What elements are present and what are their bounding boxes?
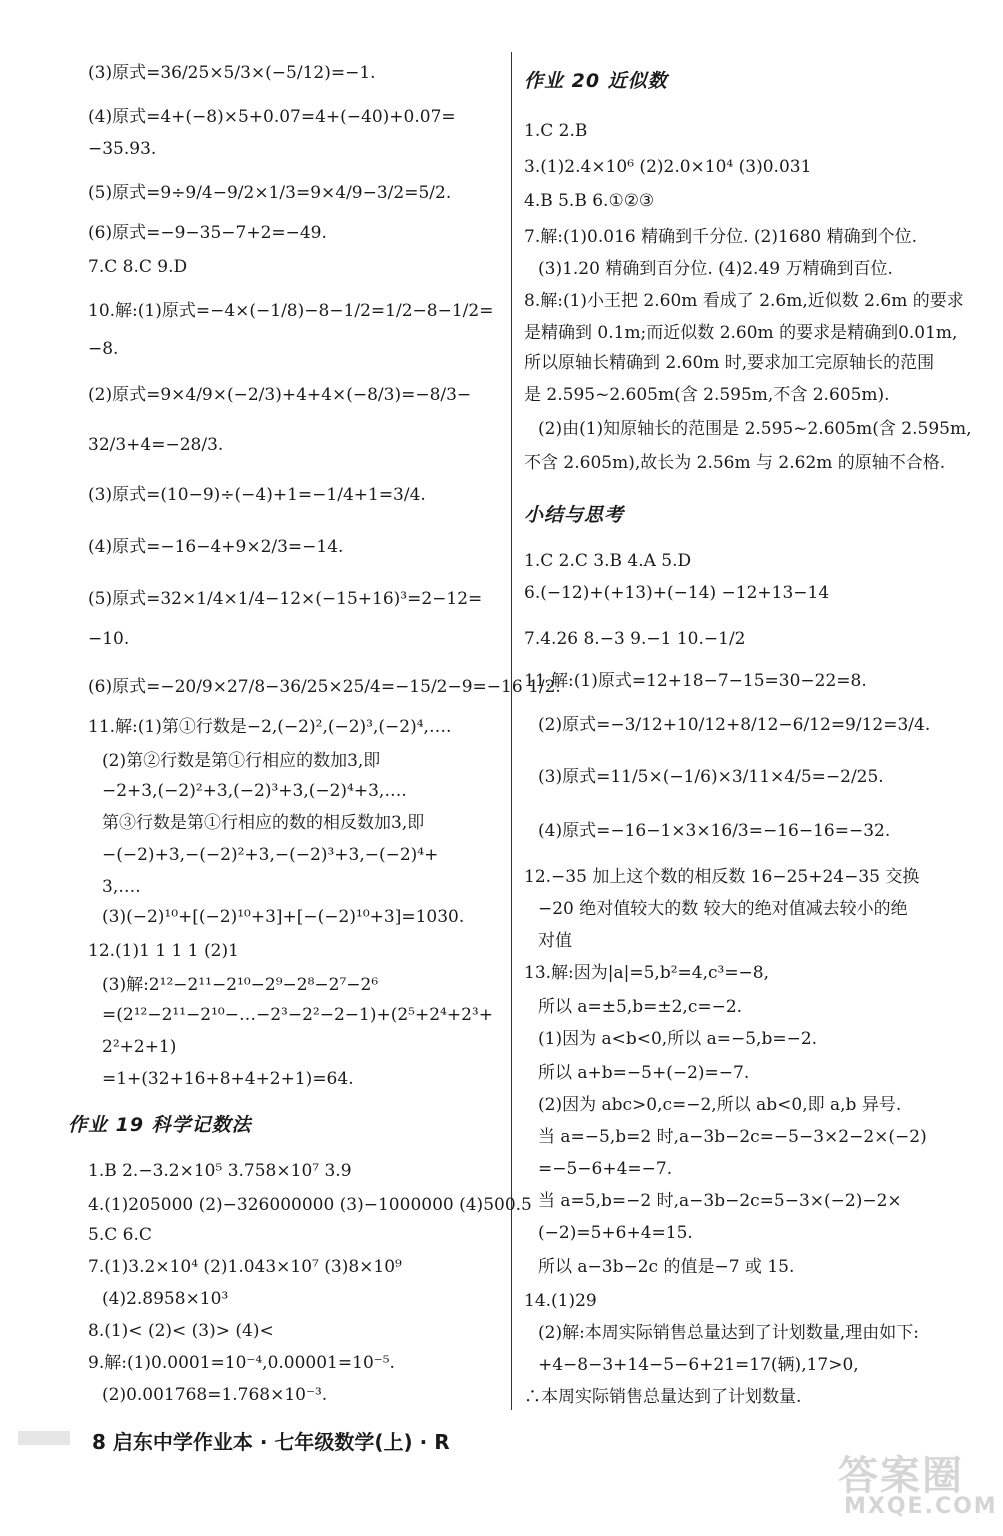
left-line: (4)原式=4+(−8)×5+0.07=4+(−40)+0.07= [88, 107, 456, 127]
section-heading-19: 作业 19 科学记数法 [68, 1114, 252, 1136]
section-heading-summary: 小结与思考 [524, 504, 625, 526]
left-line: (4)原式=−16−4+9×2/3=−14. [88, 537, 344, 557]
left-line: 11.解:(1)第①行数是−2,(−2)²,(−2)³,(−2)⁴,…. [88, 717, 452, 737]
left-line: (3)解:2¹²−2¹¹−2¹⁰−2⁹−2⁸−2⁷−2⁶ [102, 975, 379, 995]
left-line: 2²+2+1) [102, 1037, 177, 1057]
left-line: (6)原式=−20/9×27/8−36/25×25/4=−15/2−9=−16 1/2. [88, 677, 561, 697]
left-line: 4.(1)205000 (2)−326000000 (3)−1000000 (4)500.5 [88, 1195, 532, 1215]
right-line: 不含 2.605m),故长为 2.56m 与 2.62m 的原轴不合格. [524, 453, 946, 473]
left-line: (2)原式=9×4/9×(−2/3)+4+4×(−8/3)=−8/3− [88, 385, 472, 405]
right-line: 是精确到 0.1m;而近似数 2.60m 的要求是精确到0.01m, [524, 323, 958, 343]
left-line: 1.B 2.−3.2×10⁵ 3.758×10⁷ 3.9 [88, 1161, 352, 1181]
right-line: 3.(1)2.4×10⁶ (2)2.0×10⁴ (3)0.031 [524, 157, 812, 177]
left-line: =1+(32+16+8+4+2+1)=64. [102, 1069, 354, 1089]
left-line: (3)原式=36/25×5/3×(−5/12)=−1. [88, 63, 376, 83]
right-line: −20 绝对值较大的数 较大的绝对值减去较小的绝 [538, 899, 908, 919]
left-line: (3)(−2)¹⁰+[(−2)¹⁰+3]+[−(−2)¹⁰+3]=1030. [102, 907, 465, 927]
left-line: (2)0.001768=1.768×10⁻³. [102, 1385, 328, 1405]
left-line: (4)2.8958×10³ [102, 1289, 229, 1309]
left-line: (6)原式=−9−35−7+2=−49. [88, 223, 327, 243]
right-line: 1.C 2.C 3.B 4.A 5.D [524, 551, 692, 571]
left-line: (5)原式=32×1/4×1/4−12×(−15+16)³=2−12= [88, 589, 483, 609]
left-line: 3,…. [102, 877, 141, 897]
left-line: −(−2)+3,−(−2)²+3,−(−2)³+3,−(−2)⁴+ [102, 845, 439, 865]
right-line: 12.−35 加上这个数的相反数 16−25+24−35 交换 [524, 867, 920, 887]
right-line: (3)原式=11/5×(−1/6)×3/11×4/5=−2/25. [538, 767, 884, 787]
section-heading-20: 作业 20 近似数 [524, 70, 668, 92]
left-line: 8.(1)< (2)< (3)> (4)< [88, 1321, 274, 1341]
right-line: (2)因为 abc>0,c=−2,所以 ab<0,即 a,b 异号. [538, 1095, 902, 1115]
left-line: (2)第②行数是第①行相应的数加3,即 [102, 751, 381, 771]
right-line: (4)原式=−16−1×3×16/3=−16−16=−32. [538, 821, 891, 841]
right-line: 4.B 5.B 6.①②③ [524, 191, 655, 211]
right-line: 13.解:因为|a|=5,b²=4,c³=−8, [524, 963, 770, 983]
right-line: (2)解:本周实际销售总量达到了计划数量,理由如下: [538, 1323, 919, 1343]
left-line: 9.解:(1)0.0001=10⁻⁴,0.00001=10⁻⁵. [88, 1353, 395, 1373]
left-line: −2+3,(−2)²+3,(−2)³+3,(−2)⁴+3,…. [102, 781, 407, 801]
left-line: =(2¹²−2¹¹−2¹⁰−…−2³−2²−2−1)+(2⁵+2⁴+2³+ [102, 1005, 493, 1025]
right-line: 是 2.595~2.605m(含 2.595m,不含 2.605m). [524, 385, 890, 405]
footer-bar [18, 1431, 70, 1445]
right-line: 7.4.26 8.−3 9.−1 10.−1/2 [524, 629, 746, 649]
left-line: 7.(1)3.2×10⁴ (2)1.043×10⁷ (3)8×10⁹ [88, 1257, 402, 1277]
right-line: (2)由(1)知原轴长的范围是 2.595~2.605m(含 2.595m, [538, 419, 972, 439]
right-line: 11.解:(1)原式=12+18−7−15=30−22=8. [524, 671, 867, 691]
right-line: 1.C 2.B [524, 121, 588, 141]
watermark-logo [838, 1444, 998, 1524]
right-line: =−5−6+4=−7. [538, 1159, 673, 1179]
right-line: 所以 a+b=−5+(−2)=−7. [538, 1063, 750, 1083]
watermark-text: 答案圈 [838, 1453, 964, 1499]
right-line: 6.(−12)+(+13)+(−14) −12+13−14 [524, 583, 830, 603]
right-line: 所以 a=±5,b=±2,c=−2. [538, 997, 743, 1017]
right-line: 对值 [538, 931, 572, 951]
page-footer: 8 启东中学作业本 · 七年级数学(上) · R [92, 1430, 450, 1454]
right-line: 当 a=−5,b=2 时,a−3b−2c=−5−3×2−2×(−2) [538, 1127, 927, 1147]
right-line: 所以 a−3b−2c 的值是−7 或 15. [538, 1257, 795, 1277]
left-line: (3)原式=(10−9)÷(−4)+1=−1/4+1=3/4. [88, 485, 426, 505]
left-line: −8. [88, 339, 119, 359]
left-line: −35.93. [88, 139, 157, 159]
left-line: 10.解:(1)原式=−4×(−1/8)−8−1/2=1/2−8−1/2= [88, 301, 494, 321]
left-line: 第③行数是第①行相应的数的相反数加3,即 [102, 813, 425, 833]
right-line: 8.解:(1)小王把 2.60m 看成了 2.6m,近似数 2.6m 的要求 [524, 291, 964, 311]
right-line: (3)1.20 精确到百分位. (4)2.49 万精确到百位. [538, 259, 893, 279]
left-line: 12.(1)1 1 1 1 (2)1 [88, 941, 239, 961]
right-line: ∴本周实际销售总量达到了计划数量. [524, 1387, 802, 1407]
right-line: 14.(1)29 [524, 1291, 597, 1311]
right-line: 所以原轴长精确到 2.60m 时,要求加工完原轴长的范围 [524, 353, 935, 373]
left-line: 7.C 8.C 9.D [88, 257, 188, 277]
right-line: (2)原式=−3/12+10/12+8/12−6/12=9/12=3/4. [538, 715, 931, 735]
left-line: 32/3+4=−28/3. [88, 435, 224, 455]
left-line: (5)原式=9÷9/4−9/2×1/3=9×4/9−3/2=5/2. [88, 183, 452, 203]
left-line: 5.C 6.C [88, 1225, 152, 1245]
right-line: +4−8−3+14−5−6+21=17(辆),17>0, [538, 1355, 859, 1375]
right-line: 当 a=5,b=−2 时,a−3b−2c=5−3×(−2)−2× [538, 1191, 902, 1211]
right-line: 7.解:(1)0.016 精确到千分位. (2)1680 精确到个位. [524, 227, 918, 247]
right-line: (1)因为 a<b<0,所以 a=−5,b=−2. [538, 1029, 818, 1049]
right-line: (−2)=5+6+4=15. [538, 1223, 693, 1243]
left-line: −10. [88, 629, 130, 649]
watermark-url: MXQE.COM [844, 1494, 998, 1519]
